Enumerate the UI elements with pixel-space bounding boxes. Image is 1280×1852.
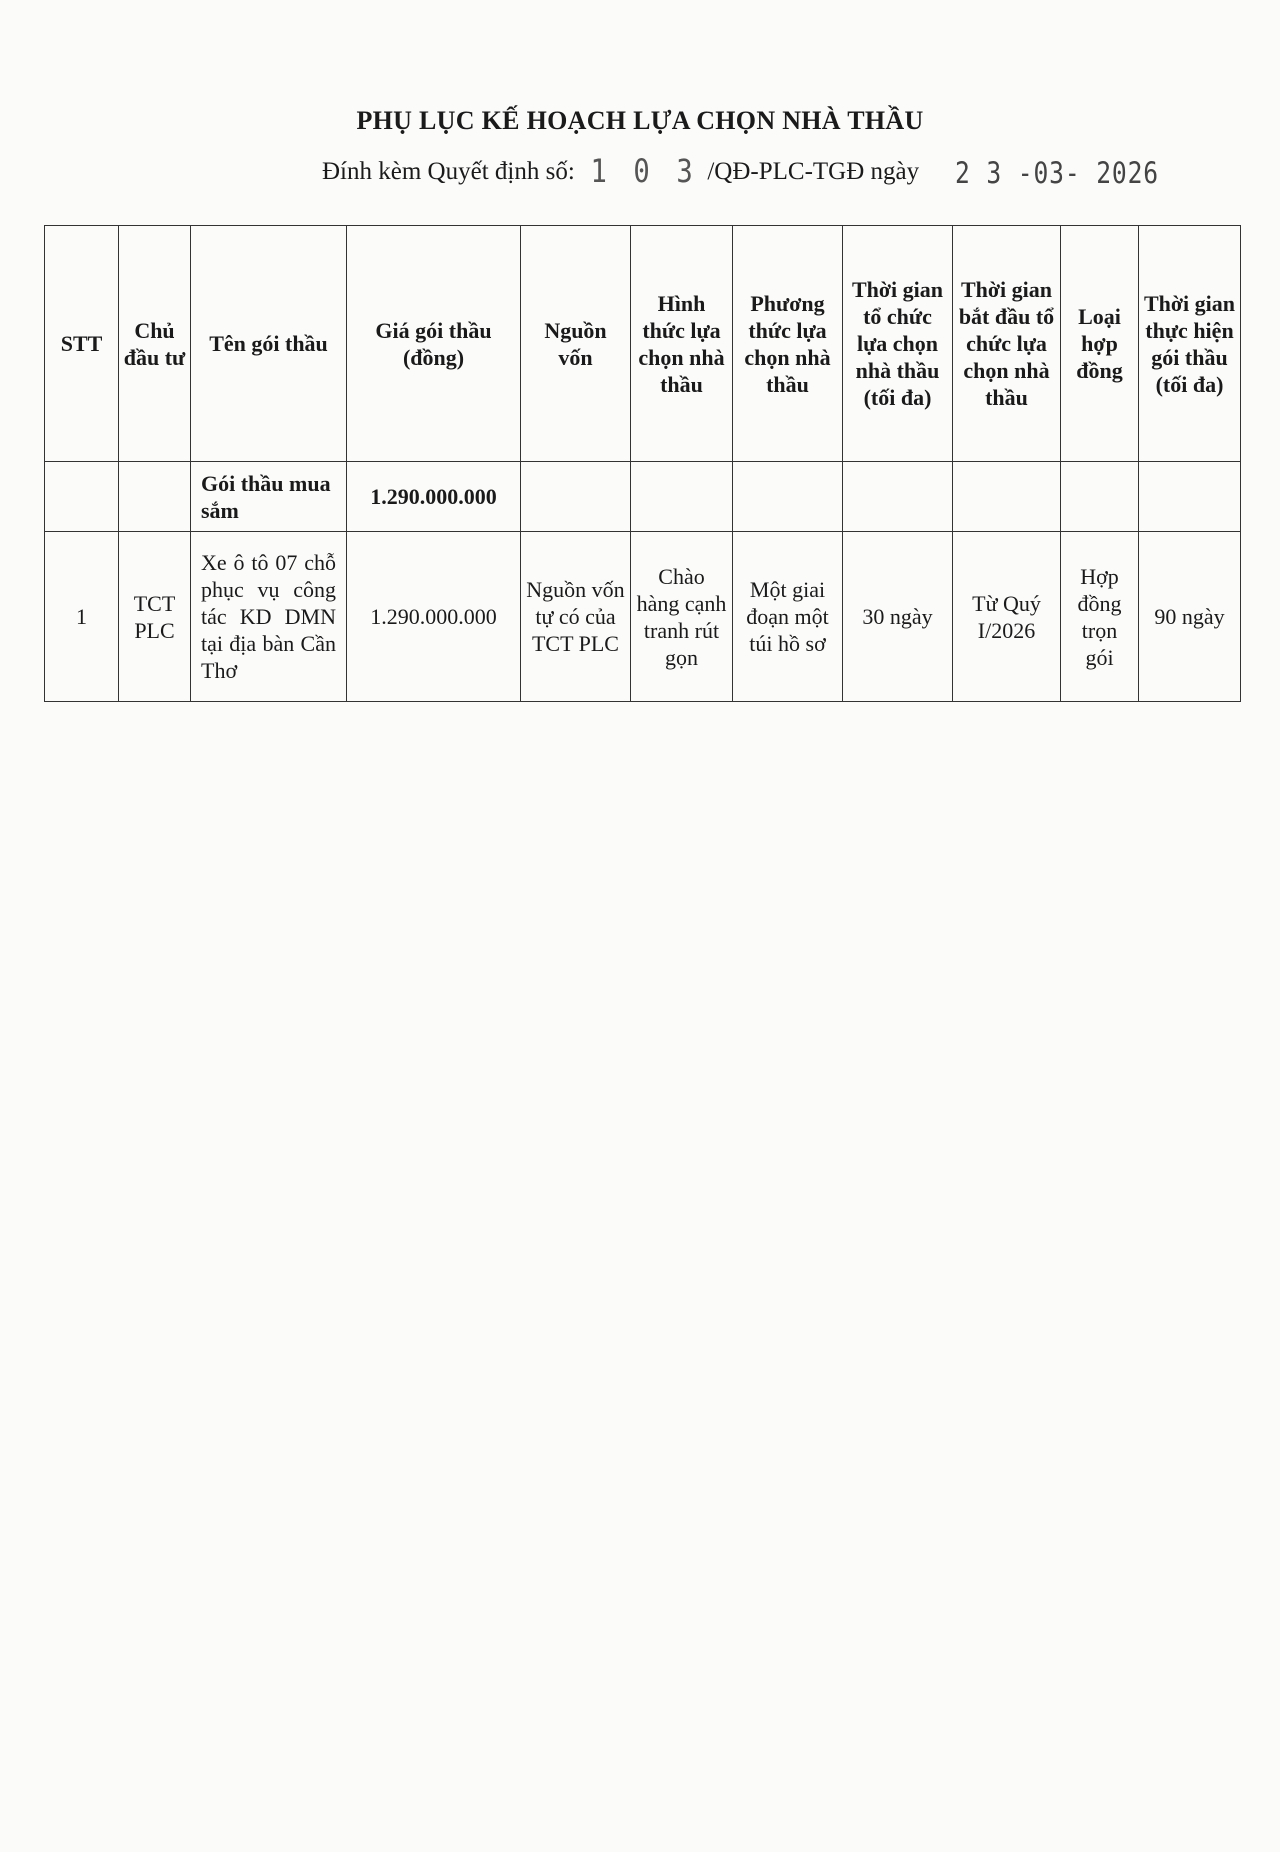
header-execution-time: Thời gian thực hiện gói thầu (tối đa)	[1139, 226, 1241, 462]
group-stt	[45, 462, 119, 532]
row-contract-type: Hợp đồng trọn gói	[1061, 532, 1139, 702]
group-empty-cell	[1061, 462, 1139, 532]
row-package-name: Xe ô tô 07 chỗ phục vụ công tác KD DMN tại địa bàn Cần Thơ	[191, 532, 347, 702]
row-owner: TCT PLC	[119, 532, 191, 702]
decision-reference	[322, 152, 1195, 190]
group-empty-cell	[521, 462, 631, 532]
header-owner: Chủ đầu tư	[119, 226, 191, 462]
header-selection-duration: Thời gian tổ chức lựa chọn nhà thầu (tối đa)	[843, 226, 953, 462]
header-price: Giá gói thầu (đồng)	[347, 226, 521, 462]
group-price: 1.290.000.000	[347, 462, 521, 532]
row-stt: 1	[45, 532, 119, 702]
row-execution-time: 90 ngày	[1139, 532, 1241, 702]
group-empty-cell	[953, 462, 1061, 532]
group-empty-cell	[1139, 462, 1241, 532]
header-start-time: Thời gian bắt đầu tổ chức lựa chọn nhà thầu	[953, 226, 1061, 462]
header-selection-method: Phương thức lựa chọn nhà thầu	[733, 226, 843, 462]
header-contract-type: Loại hợp đồng	[1061, 226, 1139, 462]
row-selection-duration: 30 ngày	[843, 532, 953, 702]
row-fund-source: Nguồn vốn tự có của TCT PLC	[521, 532, 631, 702]
table-row	[45, 532, 1241, 702]
header-selection-form: Hình thức lựa chọn nhà thầu	[631, 226, 733, 462]
table-group-row	[45, 462, 1241, 532]
decision-suffix: /QĐ-PLC-TGĐ ngày	[707, 158, 920, 185]
group-name: Gói thầu mua sắm	[191, 462, 347, 532]
group-owner	[119, 462, 191, 532]
attachment-prefix: Đính kèm Quyết định số:	[322, 158, 575, 185]
decision-number: 1 0 3	[590, 152, 698, 190]
header-package-name: Tên gói thầu	[191, 226, 347, 462]
header-stt: STT	[45, 226, 119, 462]
bidding-plan-table	[44, 225, 1241, 702]
group-empty-cell	[631, 462, 733, 532]
row-selection-method: Một giai đoạn một túi hồ sơ	[733, 532, 843, 702]
table-header-row	[45, 226, 1241, 462]
row-start-time: Từ Quý I/2026	[953, 532, 1061, 702]
group-empty-cell	[733, 462, 843, 532]
group-empty-cell	[843, 462, 953, 532]
document-title: PHỤ LỤC KẾ HOẠCH LỰA CHỌN NHÀ THẦU	[356, 106, 924, 135]
decision-date: 2 3 -03- 2026	[955, 156, 1160, 190]
header-fund-source: Nguồn vốn	[521, 226, 631, 462]
row-price: 1.290.000.000	[347, 532, 521, 702]
row-selection-form: Chào hàng cạnh tranh rút gọn	[631, 532, 733, 702]
